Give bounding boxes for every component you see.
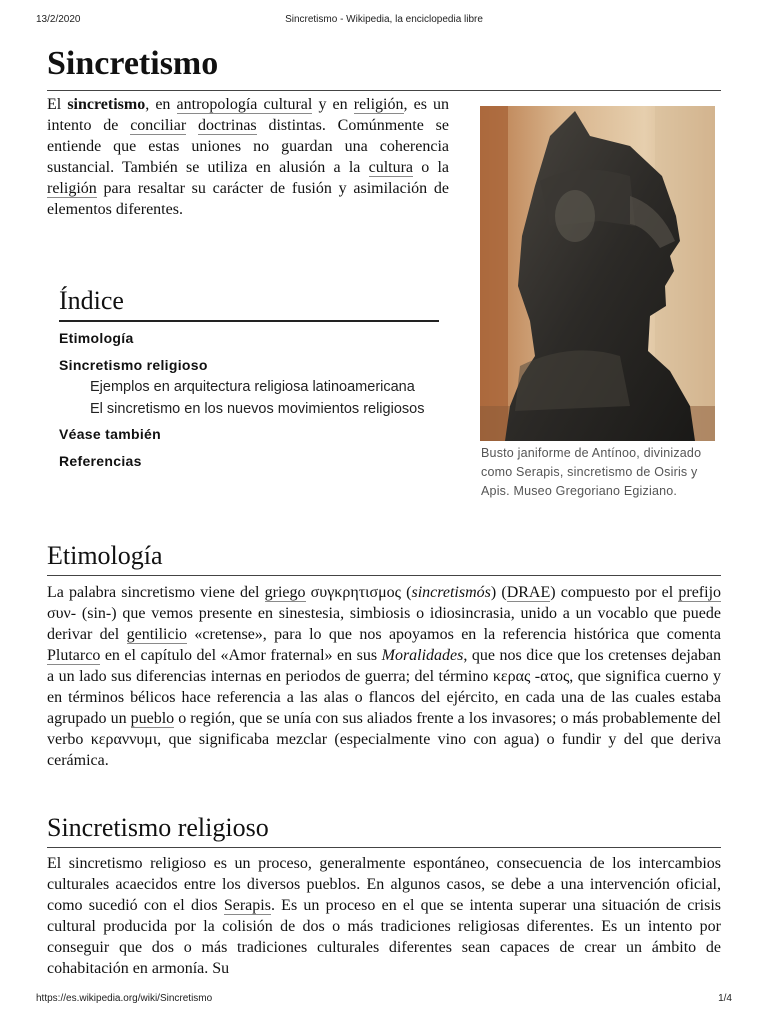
print-url: https://es.wikipedia.org/wiki/Sincretismo [36,993,213,1004]
toc-subitem-nuevos-movimientos[interactable]: El sincretismo en los nuevos movimientos religiosos [90,401,425,417]
link-doctrinas[interactable]: doctrinas [198,117,257,134]
section-heading-etimologia: Etimología [47,540,721,576]
print-header [36,14,732,30]
link-gentilicio[interactable]: gentilicio [126,626,188,643]
link-serapis[interactable]: Serapis [223,897,271,914]
toc-item-vease-tambien[interactable]: Véase también [59,426,161,442]
table-of-contents [59,284,439,470]
intro-bold-term: sincretismo [67,96,146,113]
paragraph-text: ) compuesto por el [550,584,679,601]
paragraph-text: συν- (sin-) que vemos presente en sinestesia, simbiosis o idiosincrasia, unido a un vocablo que puede derivar del [47,605,721,643]
paragraph-text: El sincretismo religioso es un proceso, generalmente espontáneo, consecuencia de los intercambios culturales acaecidos entre los diversos pueblos. En algunos casos, se debe a una intervención oficial, como sucedió con el dios [47,855,721,914]
religioso-paragraph [47,853,721,979]
print-page-title: Sincretismo - Wikipedia, la enciclopedia libre [285,14,483,25]
bust-photo[interactable] [480,106,715,441]
paragraph-text: o región, que se unía con sus aliados frente a los invasores; o más probablemente del verbo κεραννυμι, que significaba mezclar (especialmente vino con agua) o fundir y del que deriva cerámica. [47,710,721,769]
paragraph-text: ) ( [490,584,507,601]
page-title: Sincretismo [47,44,721,91]
figure-caption: Busto janiforme de Antínoo, divinizado como Serapis, sincretismo de Osiris y Apis. Museo Gregoriano Egiziano. [481,446,702,498]
print-footer [36,993,732,1009]
intro-text: , es un intento de [47,96,450,134]
link-drae[interactable]: DRAE [506,584,551,601]
link-religion[interactable]: religión [353,96,404,113]
link-cultura[interactable]: cultura [368,159,414,176]
italic-term: Moralidades [381,647,464,664]
intro-text: para resaltar su carácter de fusión y asimilación de elementos diferentes. [47,180,449,218]
toc-item-referencias[interactable]: Referencias [59,453,142,469]
print-date: 13/2/2020 [36,14,81,25]
paragraph-text: , que nos dice que los cretenses dejaban a un lado sus diferencias internas en periodos de guerra; del término κερας -ατος, que significa cuerno y en términos bélicos hace referencia a las alas o flancos del ejército, en cada una de las cuales estaba agrupado un [47,647,722,727]
link-prefijo[interactable]: prefijo [678,584,722,601]
toc-item-sincretismo-religioso[interactable]: Sincretismo religioso [59,357,208,373]
paragraph-text: . Es un proceso en el que se intenta superar una situación de crisis cultural producida por la colisión de dos o más tradiciones religiosas diferentes. Es un intento por conseguir que dos o más tradiciones culturales diferentes sean capaces de crear un ámbito de cohabitación en armonía. Su [47,897,721,977]
paragraph-text: en el capítulo del «Amor fraternal» en sus [100,647,382,664]
infobox-figure [480,106,715,501]
intro-text: o la [413,159,449,176]
link-religion-2[interactable]: religión [47,180,97,197]
toc-heading: Índice [59,284,439,322]
print-page-number: 1/4 [718,993,732,1004]
intro-text [186,117,198,134]
link-griego[interactable]: griego [264,584,306,601]
paragraph-text: «cretense», para lo que nos apoyamos en la referencia histórica que comenta [187,626,721,643]
link-conciliar[interactable]: conciliar [130,117,187,134]
intro-paragraph [47,94,449,220]
section-heading-sincretismo-religioso: Sincretismo religioso [47,812,721,848]
paragraph-text: συγκρητισμος ( [305,584,412,601]
link-pueblo[interactable]: pueblo [130,710,175,727]
intro-text: distintas. Comúnmente se entiende que estas uniones no guardan una coherencia sustancial. También se utiliza en alusión a la [47,117,450,176]
link-antropologia-cultural[interactable]: antropología cultural [176,96,313,113]
etimologia-paragraph [47,582,721,771]
intro-text: y en [312,96,354,113]
toc-item-etimologia[interactable]: Etimología [59,330,134,346]
intro-text: , en [145,96,177,113]
toc-subitem-ejemplos-arquitectura[interactable]: Ejemplos en arquitectura religiosa latinoamericana [90,379,415,395]
intro-text: El [47,96,68,113]
italic-term: sincretismós [411,584,491,601]
link-plutarco[interactable]: Plutarco [47,647,101,664]
paragraph-text: La palabra sincretismo viene del [47,584,265,601]
